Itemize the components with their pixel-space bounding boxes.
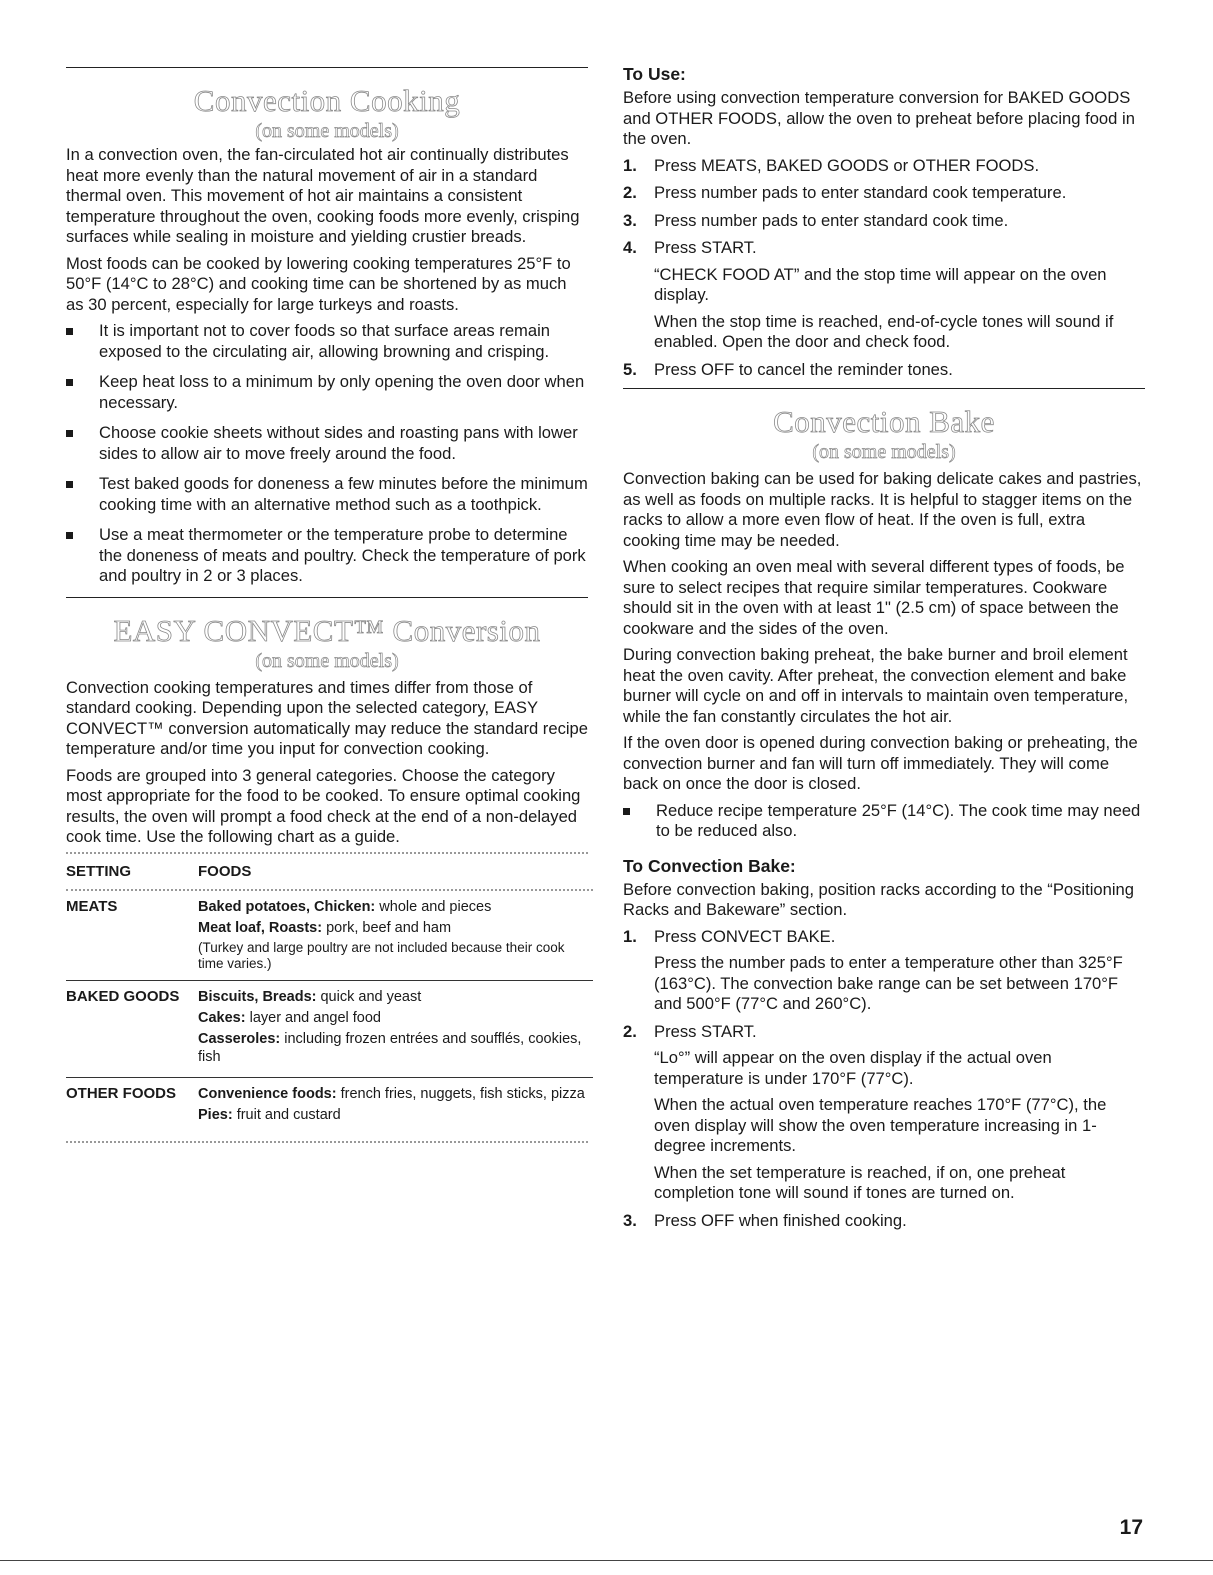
food-text: fruit and custard bbox=[232, 1106, 341, 1123]
bullet-text: Choose cookie sheets without sides and roasting pans with lower sides to allow air to move freely around the food. bbox=[99, 423, 578, 463]
page-bottom-rule bbox=[0, 1560, 1213, 1561]
bullet-text: It is important not to cover foods so that surface areas remain exposed to the circulating air, allowing browning and crisping. bbox=[99, 321, 551, 361]
bullet-icon bbox=[66, 328, 73, 335]
list-item bbox=[66, 372, 588, 413]
step-text: Press CONVECT BAKE. bbox=[654, 926, 836, 946]
to-convection-bake-intro: Before convection baking, position racks according to the “Positioning Racks and Bakeware” section. bbox=[623, 879, 1135, 919]
convection-bake-paragraph: Convection baking can be used for baking delicate cakes and pastries, as well as foods on multiple racks. It is helpful to stagger items on the racks to allow a more even flow of heat. If the oven is full, extra cooking time may be needed. bbox=[623, 469, 1142, 550]
table-header-row bbox=[66, 854, 593, 889]
easy-convect-subheading: (on some models) bbox=[255, 649, 399, 672]
step-number: 1. bbox=[623, 155, 637, 175]
setting-cell: OTHER FOODS bbox=[66, 1084, 177, 1102]
food-label: Pies: bbox=[198, 1106, 233, 1123]
step-text: Press OFF to cancel the reminder tones. bbox=[654, 359, 953, 379]
table-row bbox=[66, 891, 593, 980]
food-line bbox=[198, 1106, 593, 1124]
food-line bbox=[198, 1030, 593, 1066]
step-item bbox=[623, 156, 1145, 177]
food-label: Casseroles: bbox=[198, 1030, 281, 1047]
food-label: Convenience foods: bbox=[198, 1085, 337, 1102]
convection-bake-paragraph: During convection baking preheat, the bake burner and broil element heat the oven cavity. After preheat, the convection element and bake burner will cycle on and off in intervals to maintain oven temperature, while the fan constantly circulates the hot air. bbox=[623, 645, 1129, 726]
easy-convect-heading: EASY CONVECT™ Conversion bbox=[113, 612, 541, 648]
list-item bbox=[66, 321, 588, 362]
right-column bbox=[623, 0, 1145, 1238]
convection-bake-tips bbox=[623, 801, 1145, 842]
setting-cell: MEATS bbox=[66, 897, 118, 915]
food-label: Cakes: bbox=[198, 1009, 246, 1026]
easy-convect-guide-table bbox=[66, 854, 593, 1135]
header-foods: FOODS bbox=[198, 862, 252, 880]
step-detail: “Lo°” will appear on the oven display if the actual oven temperature is under 170°F (77°C). bbox=[654, 1048, 1052, 1088]
easy-convect-categories-paragraph: Foods are grouped into 3 general categories. Choose the category most appropriate for the food to be cooked. To ensure optimal cooking results, the oven will prompt a food check at the end of a non-delayed cook time. Use the following chart as a guide. bbox=[66, 765, 581, 846]
step-number: 2. bbox=[623, 1021, 637, 1041]
to-use-title: To Use: bbox=[623, 64, 686, 84]
bullet-icon bbox=[66, 430, 73, 437]
table-bottom-border bbox=[66, 1141, 588, 1143]
step-detail: Press the number pads to enter a temperature other than 325°F (163°C). The convection bake range can be set between 170°F and 500°F (77°C and 260°C). bbox=[654, 953, 1123, 1013]
foods-cell bbox=[198, 891, 593, 980]
step-detail: When the actual oven temperature reaches 170°F (77°C), the oven display will show the oven temperature increasing in 1-degree increments. bbox=[654, 1095, 1107, 1155]
food-label: Meat loaf, Roasts: bbox=[198, 919, 323, 936]
step-number: 3. bbox=[623, 210, 637, 230]
left-column bbox=[66, 0, 588, 1143]
step-text: Press OFF when finished cooking. bbox=[654, 1210, 907, 1230]
bullet-text: Reduce recipe temperature 25°F (14°C). The cook time may need to be reduced also. bbox=[656, 800, 1141, 840]
step-text: Press START. bbox=[654, 1021, 757, 1041]
food-line bbox=[198, 898, 593, 916]
food-note: (Turkey and large poultry are not included because their cook time varies.) bbox=[198, 939, 565, 971]
setting-cell: BAKED GOODS bbox=[66, 987, 180, 1005]
food-text: pork, beef and ham bbox=[322, 919, 452, 936]
food-text: french fries, nuggets, fish sticks, pizza bbox=[336, 1085, 585, 1102]
step-item bbox=[623, 927, 1145, 1015]
convection-intro-paragraph: In a convection oven, the fan-circulated hot air continually distributes heat more evenly than the natural movement of air in a standard thermal oven. This movement of hot air maintains a consistent temperature throughout the oven, cooking foods more evenly, crisping surfaces while sealing in moisture and yielding crustier breads. bbox=[66, 145, 580, 246]
convection-lower-temp-paragraph: Most foods can be cooked by lowering cooking temperatures 25°F to 50°F (14°C to 28°C) and cooking time can be shortened by as much as 30 percent, especially for large turkeys and roasts. bbox=[66, 253, 571, 314]
step-item bbox=[623, 238, 1145, 353]
convection-cooking-subheading: (on some models) bbox=[255, 120, 399, 142]
section-rule bbox=[66, 67, 588, 68]
section-rule bbox=[66, 597, 588, 598]
food-line bbox=[198, 988, 593, 1006]
easy-convect-intro-paragraph: Convection cooking temperatures and times differ from those of standard cooking. Depending upon the selected category, EASY CONVECT™ conversion automatically may reduce the standard recipe temperature and/or time you input for convection cooking. bbox=[66, 677, 589, 758]
page-number: 17 bbox=[1119, 1516, 1143, 1539]
table-row bbox=[66, 1078, 593, 1135]
bullet-text: Test baked goods for doneness a few minutes before the minimum cooking time with an alternative method such as a toothpick. bbox=[99, 474, 588, 514]
step-number: 3. bbox=[623, 1210, 637, 1230]
list-item bbox=[623, 801, 1145, 842]
bullet-text: Use a meat thermometer or the temperature probe to determine the doneness of meats and poultry. Check the temperature of pork and poultry in 2 or 3 places. bbox=[99, 525, 586, 585]
bullet-icon bbox=[66, 481, 73, 488]
foods-cell bbox=[198, 1078, 593, 1135]
step-item bbox=[623, 360, 1145, 381]
convection-bake-paragraph: If the oven door is opened during convection baking or preheating, the convection burner and fan will turn off immediately. They will come back on once the door is closed. bbox=[623, 733, 1138, 793]
convection-bake-paragraph: When cooking an oven meal with several different types of foods, be sure to select recipes that require similar temperatures. Cookware should sit in the oven with at least 1" (2.5 cm) of space between the cookware and the sides of the oven. bbox=[623, 557, 1125, 638]
step-item bbox=[623, 1022, 1145, 1204]
food-text: whole and pieces bbox=[375, 898, 492, 915]
step-detail: “CHECK FOOD AT” and the stop time will appear on the oven display. bbox=[654, 264, 1107, 304]
food-label: Biscuits, Breads: bbox=[198, 988, 317, 1005]
to-convection-bake-steps bbox=[623, 927, 1145, 1232]
bullet-icon bbox=[66, 532, 73, 539]
to-use-steps bbox=[623, 156, 1145, 381]
food-text: layer and angel food bbox=[245, 1009, 381, 1026]
step-text: Press START. bbox=[654, 238, 757, 257]
convection-cooking-heading: Convection Cooking bbox=[193, 83, 461, 118]
step-item bbox=[623, 1211, 1145, 1232]
food-text: including frozen entrées and soufflés, cookies, fish bbox=[198, 1030, 582, 1065]
food-label: Baked potatoes, Chicken: bbox=[198, 898, 376, 915]
step-number: 4. bbox=[623, 238, 637, 257]
step-text: Press MEATS, BAKED GOODS or OTHER FOODS. bbox=[654, 155, 1040, 175]
step-number: 5. bbox=[623, 359, 637, 379]
section-rule bbox=[623, 388, 1145, 389]
food-line bbox=[198, 1085, 593, 1103]
food-line bbox=[198, 919, 593, 937]
to-use-intro: Before using convection temperature conversion for BAKED GOODS and OTHER FOODS, allow the oven to preheat before placing food in the oven. bbox=[623, 88, 1135, 148]
list-item bbox=[66, 423, 588, 464]
step-text: Press number pads to enter standard cook temperature. bbox=[654, 183, 1067, 202]
convection-bake-subheading: (on some models) bbox=[812, 441, 956, 463]
step-number: 1. bbox=[623, 926, 637, 946]
step-text: Press number pads to enter standard cook time. bbox=[654, 210, 1009, 230]
step-item bbox=[623, 211, 1145, 232]
to-convection-bake-title: To Convection Bake: bbox=[623, 855, 796, 876]
bullet-icon bbox=[623, 808, 630, 815]
step-detail: When the set temperature is reached, if on, one preheat completion tone will sound if tones are turned on. bbox=[654, 1162, 1066, 1202]
foods-cell bbox=[198, 981, 593, 1077]
table-row bbox=[66, 981, 593, 1077]
convection-tips-list bbox=[66, 321, 588, 587]
step-item bbox=[623, 183, 1145, 204]
bullet-icon bbox=[66, 379, 73, 386]
list-item bbox=[66, 525, 588, 587]
step-detail: When the stop time is reached, end-of-cycle tones will sound if enabled. Open the door and check food. bbox=[654, 311, 1114, 351]
header-setting: SETTING bbox=[66, 862, 132, 880]
step-number: 2. bbox=[623, 183, 637, 202]
convection-bake-heading: Convection Bake bbox=[773, 404, 995, 439]
food-text: quick and yeast bbox=[316, 988, 422, 1005]
list-item bbox=[66, 474, 588, 515]
food-line bbox=[198, 1009, 593, 1027]
bullet-text: Keep heat loss to a minimum by only opening the oven door when necessary. bbox=[99, 372, 585, 412]
